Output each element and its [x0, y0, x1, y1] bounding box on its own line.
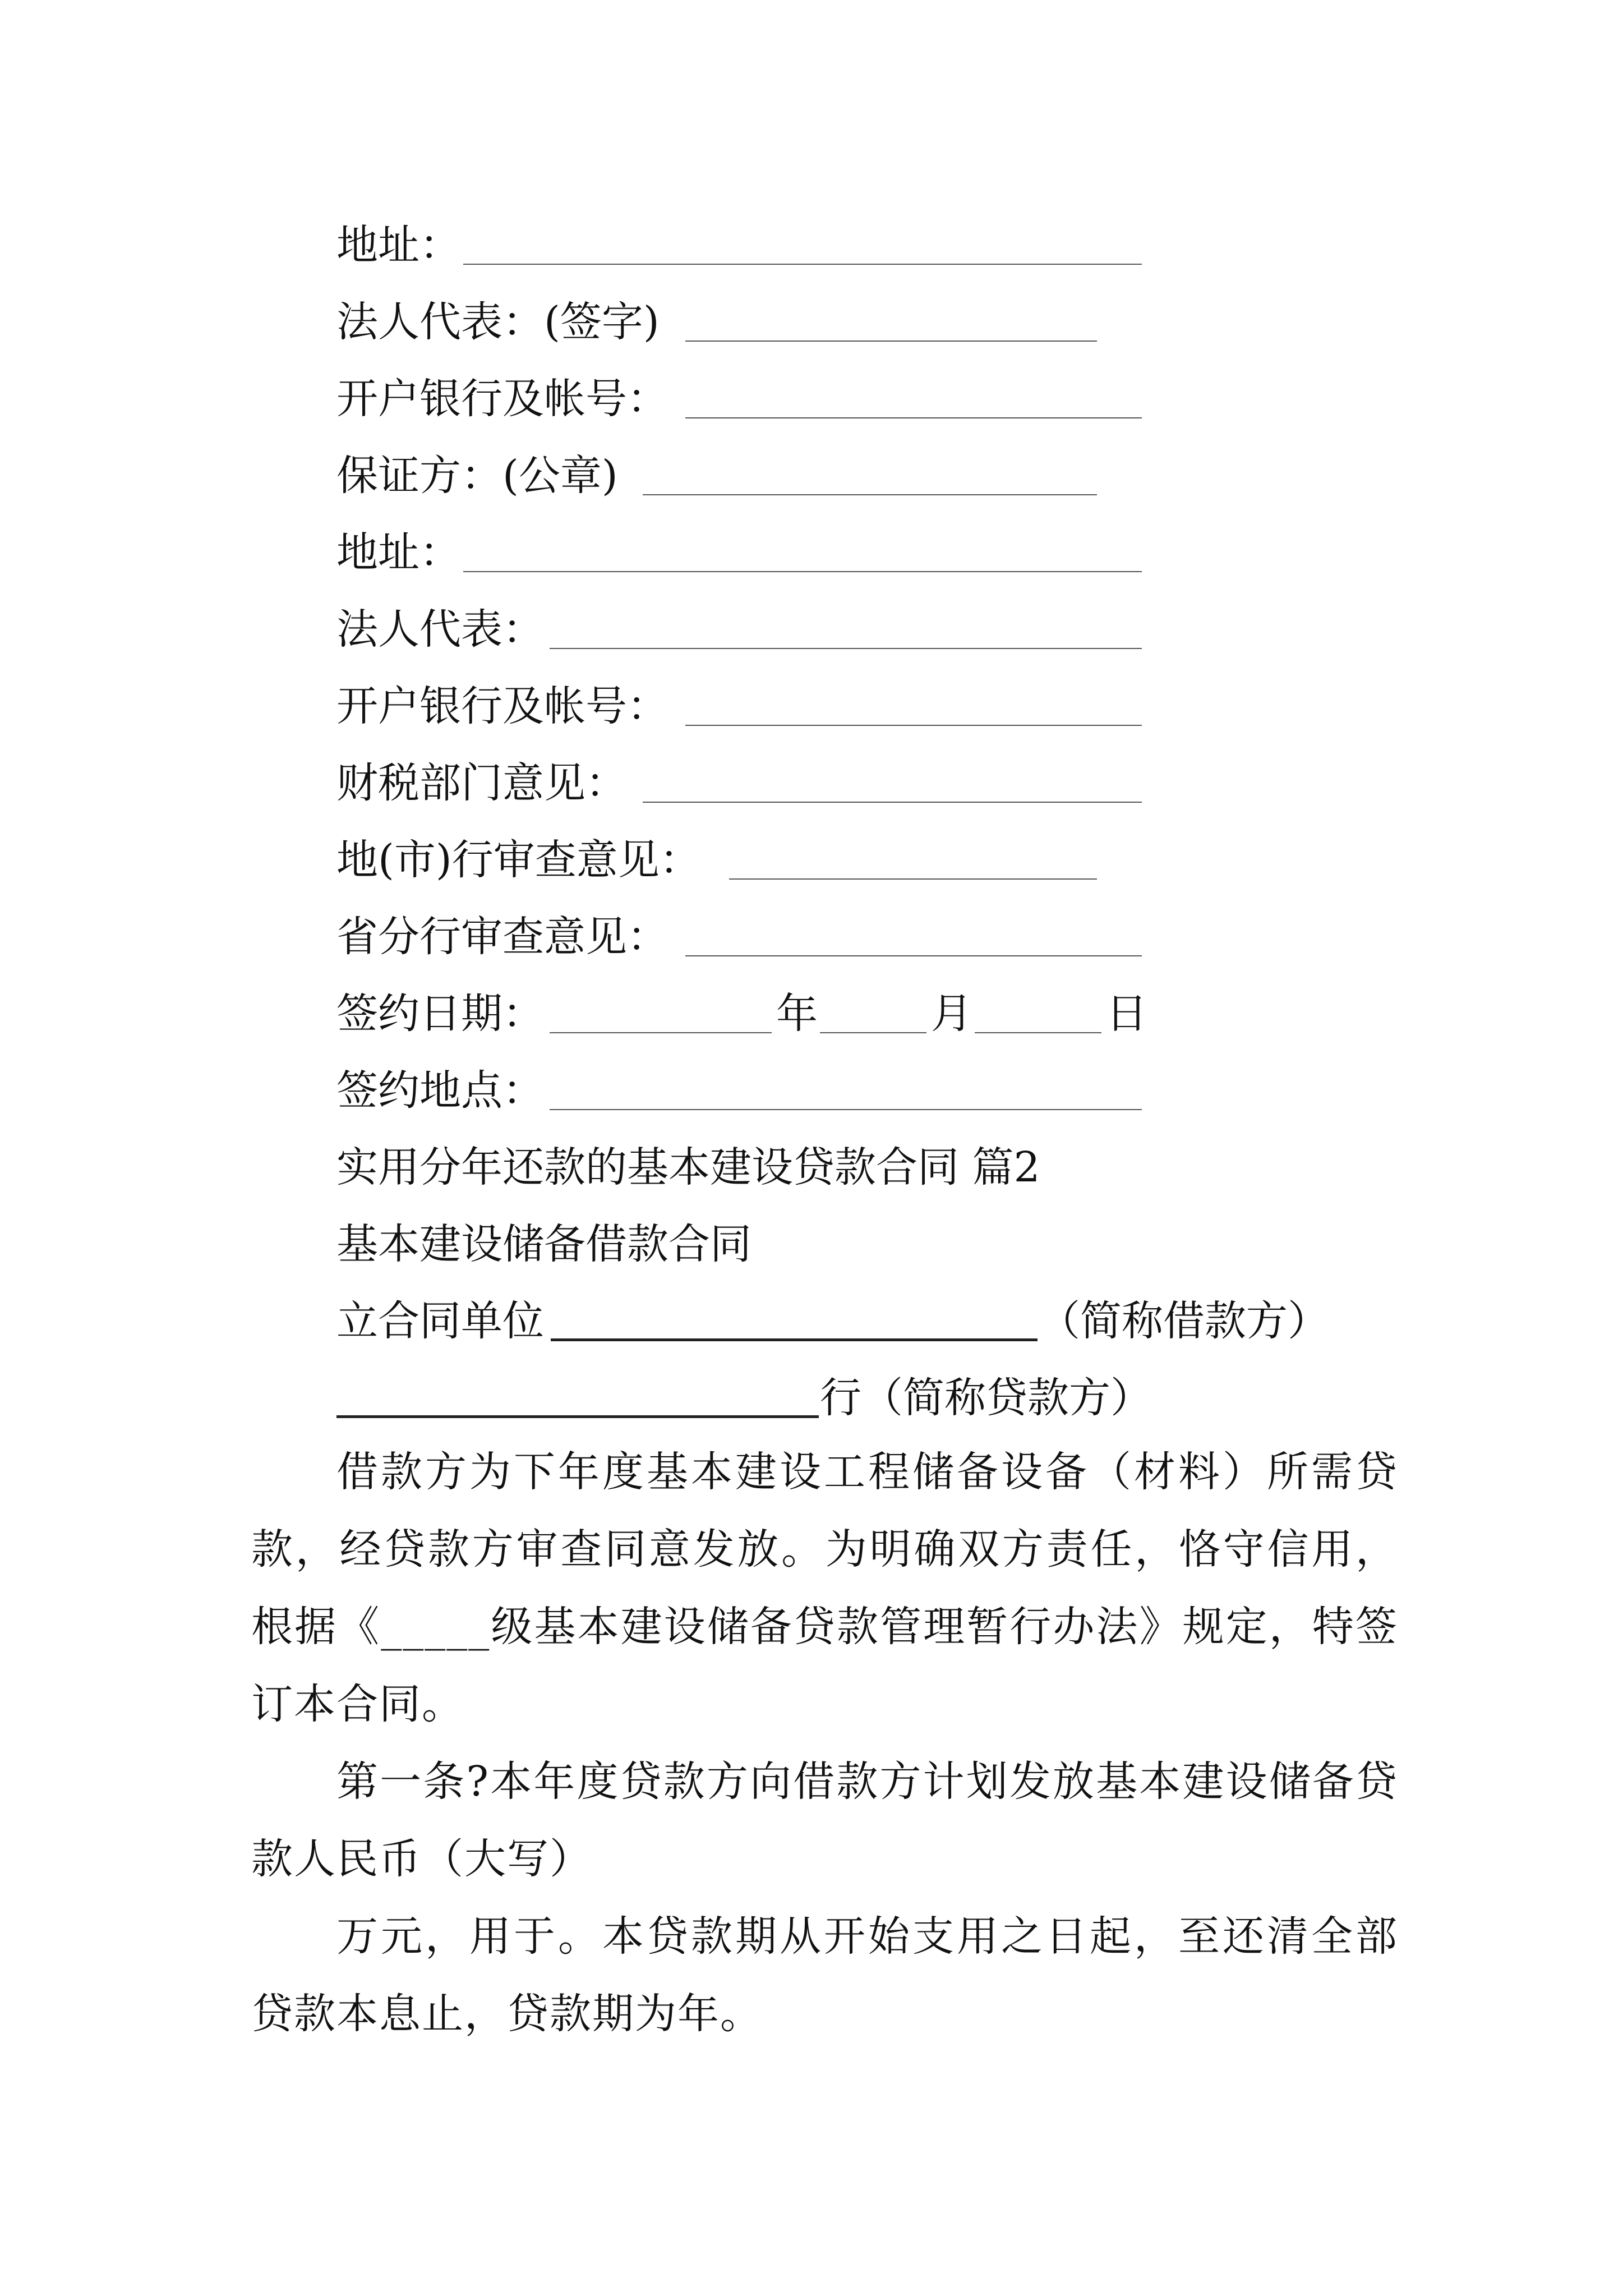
section-title-text: 实用分年还款的基本建设贷款合同 篇2 — [336, 1143, 1040, 1191]
field-label: 地址： — [336, 221, 461, 269]
paragraph-article-1: 第一条?本年度贷款方向借款方计划发放基本建设储备贷款人民币（大写） — [251, 1757, 1398, 1883]
blank-month — [820, 1032, 926, 1033]
unit-label: 立合同单位 — [336, 1297, 544, 1345]
lender-blank — [336, 1415, 819, 1418]
field-label: 签约地点： — [336, 1066, 544, 1115]
borrower-blank — [551, 1338, 1038, 1341]
lender-note: 行（简称贷款方） — [820, 1374, 1152, 1422]
blank-line — [685, 341, 1097, 342]
blank-line — [550, 1109, 1142, 1110]
blank-line — [685, 725, 1142, 726]
contract-title-text: 基本建设储备借款合同 — [336, 1220, 751, 1268]
borrower-note: （简称借款方） — [1039, 1297, 1329, 1345]
blank-day — [975, 1032, 1101, 1033]
blank-line — [643, 802, 1142, 803]
field-label: 法人代表： — [336, 605, 544, 654]
paragraph-article-1-cont: 万元，用于。本贷款期从开始支用之日起，至还清全部贷款本息止，贷款期为年。 — [251, 1912, 1398, 2038]
blank-line — [463, 571, 1142, 572]
field-label: 地(市)行审查意见： — [336, 836, 701, 884]
field-label: 省分行审查意见： — [336, 913, 668, 961]
blank-line — [550, 648, 1142, 649]
paragraph-intro: 借款方为下年度基本建设工程储备设备（材料）所需贷款，经贷款方审查同意发放。为明确双方责任，恪守信用，根据《_____级基本建设储备贷款管理暂行办法》规定，特签订本合同。 — [251, 1448, 1398, 1728]
field-label: 地址： — [336, 528, 461, 577]
field-label: 开户银行及帐号： — [336, 682, 668, 730]
field-label: 财税部门意见： — [336, 759, 627, 807]
field-label: 法人代表：(签字) — [336, 298, 660, 346]
blank-line — [685, 955, 1142, 956]
blank-year — [550, 1032, 772, 1033]
field-label: 开户银行及帐号： — [336, 375, 668, 423]
field-label: 签约日期： — [336, 990, 544, 1038]
blank-line — [729, 878, 1097, 880]
field-label: 保证方：(公章) — [336, 452, 618, 500]
blank-line — [463, 264, 1142, 265]
blank-line — [643, 494, 1097, 495]
year-label: 年 — [776, 990, 818, 1038]
blank-line — [685, 417, 1142, 418]
month-label: 月 — [931, 990, 972, 1038]
day-label: 日 — [1106, 990, 1147, 1038]
